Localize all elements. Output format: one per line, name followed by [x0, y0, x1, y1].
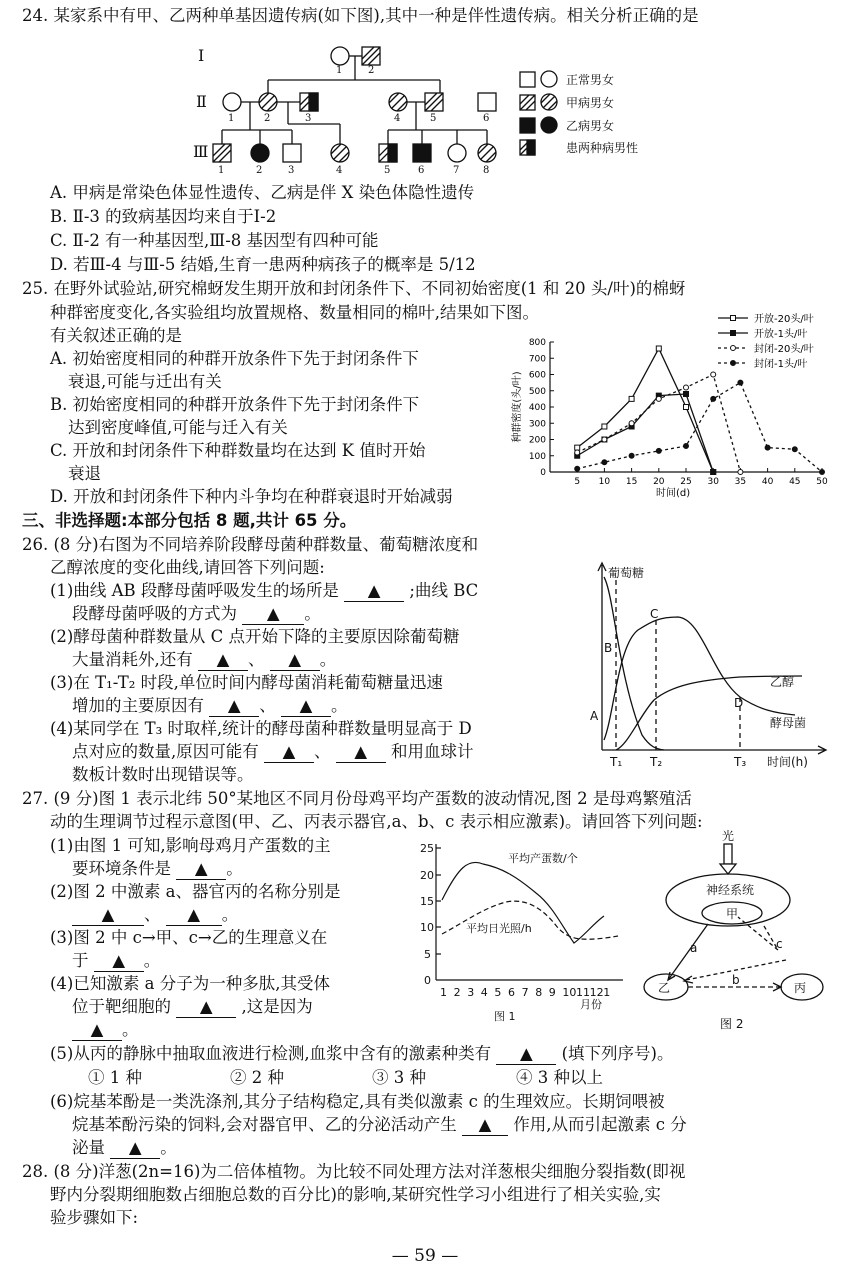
svg-text:1: 1 — [228, 113, 235, 124]
q26-part-4-end: 数板计数时出现错误等。 — [72, 765, 254, 784]
fig1-ytick-5: 5 — [424, 948, 431, 961]
x-tick-label: 45 — [789, 477, 801, 487]
data-point — [711, 372, 716, 377]
q24-option-a: A. 甲病是常染色体显性遗传、乙病是伴 X 染色体隐性遗传 — [50, 183, 475, 202]
q24-option-c: C. Ⅱ-2 有一种基因型,Ⅲ-8 基因型有四种可能 — [50, 231, 379, 250]
answer-blank[interactable]: ▲ — [344, 581, 404, 602]
month-tick-label: 10 — [562, 986, 577, 999]
x-tick-label: 10 — [598, 477, 611, 487]
data-point — [656, 448, 661, 453]
q27-part-5 — [50, 1044, 674, 1065]
svg-text:5: 5 — [384, 165, 391, 176]
q28-stem-3: 验步骤如下: — [50, 1208, 139, 1227]
month-tick-label: 11 — [576, 986, 590, 999]
y-tick-label: 800 — [528, 338, 546, 348]
y-tick-label: 400 — [528, 403, 546, 413]
q25-option-a: A. 初始密度相同的种群开放条件下先于封闭条件下 — [50, 349, 419, 368]
x-tick-label: 20 — [653, 477, 665, 487]
x-tick-label: 25 — [680, 477, 692, 487]
fig1-ytick-15: 15 — [420, 895, 434, 908]
q25-stem-3: 有关叙述正确的是 — [50, 326, 182, 345]
answer-blank[interactable]: ▲ — [336, 742, 386, 763]
data-point — [738, 380, 743, 385]
month-tick-label: 1 — [603, 986, 611, 999]
q27-p6-text: 烷基苯酚污染的饲料,会对器官甲、乙的分泌活动产生 — [72, 1115, 457, 1134]
q27-part-4: (4)已知激素 a 分子为一种多肽,其受体 — [50, 974, 330, 993]
t2-label: T₂ — [650, 755, 663, 769]
legend-disease-a: 甲病男女 — [566, 96, 615, 110]
legend-label: 开放-1头/叶 — [754, 329, 808, 340]
gen-label-3: Ⅲ — [193, 142, 209, 161]
t1-label: T₁ — [610, 755, 623, 769]
data-point — [711, 396, 716, 401]
svg-text:5: 5 — [430, 113, 437, 124]
fig1-caption: 图 1 — [494, 1010, 516, 1023]
q26-p4-text: 点对应的数量,原因可能有 — [72, 742, 259, 761]
q26-part-3-cont: 增加的主要原因有 ▲ 、 ▲ 。 — [72, 696, 348, 715]
yeast-culture-figure — [580, 555, 845, 790]
answer-blank[interactable]: ▲ — [94, 951, 144, 972]
q27-part-6-end: 泌量 ▲ 。 — [72, 1138, 177, 1157]
fig2-jia: 甲 — [726, 907, 739, 921]
answer-blank[interactable]: ▲ — [209, 696, 259, 717]
data-point — [575, 466, 580, 471]
fig2-b: b — [732, 973, 740, 987]
data-point — [765, 445, 770, 450]
answer-blank[interactable]: ▲ — [264, 742, 314, 763]
q25-option-a-cont: 衰退,可能与迁出有关 — [68, 372, 222, 391]
q27-p1-text: 要环境条件是 — [72, 859, 171, 878]
legend-label: 开放-20头/叶 — [754, 314, 814, 325]
legend-marker — [731, 346, 736, 351]
month-tick-label: 3 — [467, 986, 475, 999]
q25-option-b-cont: 达到密度峰值,可能与迁入有关 — [68, 418, 288, 437]
month-tick-label: 2 — [453, 986, 461, 999]
q24-stem: 24. 某家系中有甲、乙两种单基因遗传病(如下图),其中一种是伴性遗传病。相关分析正确的是 — [22, 6, 699, 25]
data-point — [575, 445, 580, 450]
legend-normal: 正常男女 — [566, 73, 615, 87]
answer-blank[interactable]: ▲ — [198, 650, 248, 671]
data-point — [629, 453, 634, 458]
egg-production-figure — [408, 838, 638, 1028]
legend-disease-b: 乙病男女 — [566, 119, 615, 133]
data-point — [656, 346, 661, 351]
answer-blank[interactable]: ▲ — [166, 905, 222, 926]
data-point — [656, 396, 661, 401]
fig2-bing: 丙 — [794, 981, 807, 995]
answer-blank[interactable]: ▲ — [72, 905, 144, 926]
svg-text:3: 3 — [288, 165, 295, 176]
fig2-nerve: 神经系统 — [706, 883, 755, 897]
y-tick-label: 600 — [528, 370, 546, 381]
x-tick-label: 40 — [761, 477, 774, 487]
series-line — [577, 383, 822, 472]
legend-marker — [731, 316, 736, 321]
svg-text:6: 6 — [483, 113, 490, 124]
legend-label: 封闭-20头/叶 — [754, 344, 814, 355]
fig2-c: c — [776, 937, 783, 951]
q26-p4-text-2: 和用血球计 — [391, 742, 474, 761]
glucose-label: 葡萄糖 — [608, 566, 645, 580]
q27-p4-text: 位于靶细胞的 — [72, 997, 171, 1016]
data-point — [575, 450, 580, 455]
data-point — [602, 437, 607, 442]
q26-stem-1: 26. (8 分)右图为不同培养阶段酵母菌种群数量、葡萄糖浓度和 — [22, 535, 479, 554]
q25-stem-1: 25. 在野外试验站,研究棉蚜发生期开放和封闭条件下、不同初始密度(1 和 20 头/叶)的棉蚜 — [22, 279, 686, 298]
x-axis-label: 时间(d) — [656, 488, 691, 499]
answer-blank[interactable]: ▲ — [496, 1044, 556, 1065]
y-axis-label: 种群密度(头/叶) — [512, 371, 523, 443]
fig1-egg-label: 平均产蛋数/个 — [508, 852, 578, 865]
q25-option-c-cont: 衰退 — [68, 464, 101, 483]
gen-label-1: Ⅰ — [198, 46, 205, 65]
q26-part-3: (3)在 T₁-T₂ 时段,单位时间内酵母菌消耗葡萄糖量迅速 — [50, 673, 443, 692]
t3-label: T₃ — [734, 755, 747, 769]
q26-stem-2: 乙醇浓度的变化曲线,请回答下列问题: — [50, 558, 325, 577]
fig1-ytick-25: 25 — [420, 842, 434, 855]
q27-stem-2: 动的生理调节过程示意图(甲、乙、丙表示器官,a、b、c 表示相应激素)。请回答下列问题: — [50, 812, 703, 831]
x-tick-label: 15 — [625, 477, 638, 487]
q27-part-1: (1)由图 1 可知,影响母鸡月产蛋数的主 — [50, 836, 331, 855]
answer-blank[interactable]: ▲ — [462, 1115, 508, 1136]
q26-part-1 — [50, 581, 478, 602]
data-point — [602, 424, 607, 429]
x-tick-label: 35 — [734, 477, 747, 487]
answer-blank[interactable]: ▲ — [270, 650, 320, 671]
fig2-a: a — [690, 941, 698, 955]
q27-p5-choice-3: ③ 3 种 — [372, 1068, 426, 1087]
answer-blank[interactable]: ▲ — [110, 1138, 160, 1159]
q27-part-6: (6)烷基苯酚是一类洗涤剂,其分子结构稳定,具有类似激素 c 的生理效应。长期饲喂被 — [50, 1092, 665, 1111]
data-point — [820, 470, 825, 475]
q27-part-1-cont: 要环境条件是 ▲ 。 — [72, 859, 243, 878]
series-line — [577, 394, 713, 472]
q25-option-c: C. 开放和封闭条件下种群数量均在达到 K 值时开始 — [50, 441, 426, 460]
svg-text:1: 1 — [218, 165, 225, 176]
q27-part-3: (3)图 2 中 c→甲、c→乙的生理意义在 — [50, 928, 328, 947]
data-point — [738, 470, 743, 475]
month-tick-label: 7 — [521, 986, 529, 999]
point-b: B — [604, 641, 613, 655]
point-d: D — [734, 696, 744, 710]
q26-p1-text-3: 段酵母菌呼吸的方式为 — [72, 604, 237, 623]
data-point — [629, 396, 634, 401]
q27-p5-choice-1: ① 1 种 — [88, 1068, 142, 1087]
q25-stem-2: 种群密度变化,各实验组均放置规格、数量相同的棉叶,结果如下图。 — [50, 303, 539, 322]
data-point — [602, 460, 607, 465]
q26-p3-text: 增加的主要原因有 — [72, 696, 204, 715]
legend-marker — [731, 331, 736, 336]
fig2-yi: 乙 — [658, 981, 671, 995]
data-point — [684, 385, 689, 390]
data-point — [629, 421, 634, 426]
answer-blank[interactable]: ▲ — [176, 997, 236, 1018]
q27-part-4-cont — [72, 997, 313, 1018]
x-tick-label: 5 — [574, 477, 581, 487]
fig1-ytick-20: 20 — [420, 869, 434, 882]
q24-option-d: D. 若Ⅲ-4 与Ⅲ-5 结婚,生育一患两种病孩子的概率是 5/12 — [50, 255, 476, 274]
q27-part-2-cont: ▲ 、 ▲ 。 — [72, 905, 238, 926]
time-axis-label: 时间(h) — [767, 755, 808, 769]
month-tick-label: 12 — [589, 986, 604, 999]
month-tick-label: 6 — [508, 986, 515, 999]
svg-text:8: 8 — [483, 165, 490, 176]
gen-label-2: Ⅱ — [196, 92, 207, 111]
data-point — [711, 470, 716, 475]
x-tick-label: 30 — [707, 477, 719, 487]
q26-part-2: (2)酵母菌种群数量从 C 点开始下降的主要原因除葡萄糖 — [50, 627, 460, 646]
q26-part-4: (4)某同学在 T₃ 时取样,统计的酵母菌种群数量明显高于 D — [50, 719, 472, 738]
legend-marker — [731, 361, 736, 366]
fig2-light: 光 — [722, 829, 735, 843]
data-point — [684, 405, 689, 410]
svg-text:3: 3 — [305, 113, 312, 124]
q27-p4-text-2: ,这是因为 — [241, 997, 313, 1016]
svg-text:7: 7 — [453, 165, 460, 176]
yeast-label: 酵母菌 — [770, 716, 807, 730]
q27-part-6-cont — [72, 1115, 687, 1136]
q24-option-b: B. Ⅱ-3 的致病基因均来自于Ⅰ-2 — [50, 207, 277, 226]
y-tick-label: 100 — [528, 451, 546, 462]
series-line — [577, 375, 740, 473]
x-tick-label: 50 — [816, 477, 828, 487]
data-point — [684, 392, 689, 397]
answer-blank[interactable]: ▲ — [72, 1020, 122, 1041]
answer-blank[interactable]: ▲ — [281, 696, 331, 717]
q27-stem-1: 27. (9 分)图 1 表示北纬 50°某地区不同月份母鸡平均产蛋数的波动情况,图 2 是母鸡繁殖活 — [22, 789, 692, 808]
section-3-heading: 三、非选择题:本部分包括 8 题,共计 65 分。 — [22, 511, 357, 530]
q25-option-d: D. 开放和封闭条件下种内斗争均在种群衰退时开始减弱 — [50, 487, 453, 506]
page-number: — 59 — — [391, 1246, 459, 1266]
pedigree-chart — [0, 0, 850, 185]
q26-part-2-cont: 大量消耗外,还有 ▲ 、 ▲ 。 — [72, 650, 337, 669]
q27-part-4-end: ▲ 。 — [72, 1020, 139, 1041]
y-tick-label: 200 — [528, 435, 546, 446]
q26-p1-text-2: ;曲线 BC — [409, 581, 479, 600]
fig2-caption: 图 2 — [720, 1017, 744, 1031]
q28-stem-1: 28. (8 分)洋葱(2n=16)为二倍体植物。为比较不同处理方法对洋葱根尖细胞分裂指数(即视 — [22, 1162, 686, 1181]
svg-text:2: 2 — [368, 65, 375, 76]
fig1-ytick-0: 0 — [424, 974, 431, 987]
fig1-ytick-10: 10 — [420, 921, 434, 934]
svg-text:1: 1 — [336, 65, 343, 76]
ethanol-label: 乙醇 — [770, 675, 795, 689]
svg-text:4: 4 — [394, 113, 401, 124]
answer-blank[interactable]: ▲ — [242, 604, 304, 625]
q26-part-4-cont: 点对应的数量,原因可能有 ▲ 、 ▲ 和用血球计 — [72, 742, 474, 761]
q26-p1-text: (1)曲线 AB 段酵母菌呼吸发生的场所是 — [50, 581, 339, 600]
q27-p5-text: (5)从丙的静脉中抽取血液进行检测,血浆中含有的激素种类有 — [50, 1044, 492, 1063]
q27-part-3-cont: 于 ▲ 。 — [72, 951, 161, 970]
y-tick-label: 300 — [528, 419, 546, 430]
q26-p2-text: 大量消耗外,还有 — [72, 650, 193, 669]
q27-part-2: (2)图 2 中激素 a、器官丙的名称分别是 — [50, 882, 341, 901]
answer-blank[interactable]: ▲ — [176, 859, 226, 880]
q27-p5-choice-4: ④ 3 种以上 — [516, 1068, 603, 1087]
q26-part-1-cont: 段酵母菌呼吸的方式为 ▲ 。 — [72, 604, 321, 623]
point-a: A — [590, 709, 599, 723]
legend-label: 封闭-1头/叶 — [754, 359, 808, 370]
q27-p6-text-2: 作用,从而引起激素 c 分 — [513, 1115, 687, 1134]
y-tick-label: 0 — [540, 468, 546, 478]
svg-text:6: 6 — [418, 165, 425, 176]
month-tick-label: 9 — [548, 986, 556, 999]
q27-p6-text-3: 泌量 — [72, 1138, 105, 1157]
svg-text:2: 2 — [264, 113, 271, 124]
population-density-chart — [500, 314, 840, 510]
q28-stem-2: 野内分裂期细胞数占细胞总数的百分比)的影响,某研究性学习小组进行了相关实验,实 — [50, 1185, 661, 1204]
regulation-diagram — [628, 830, 828, 1030]
y-tick-label: 500 — [528, 386, 546, 397]
q27-p5-text-2: (填下列序号)。 — [561, 1044, 674, 1063]
month-tick-label: 1 — [440, 986, 447, 999]
q25-option-b: B. 初始密度相同的种群开放条件下先于封闭条件下 — [50, 395, 420, 414]
fig1-light-label: 平均日光照/h — [466, 922, 532, 935]
q27-p5-choice-2: ② 2 种 — [230, 1068, 284, 1087]
legend-both: 患两种病男性 — [566, 141, 639, 155]
q27-p3-text: 于 — [72, 951, 89, 970]
point-c: C — [650, 607, 659, 621]
svg-text:2: 2 — [256, 165, 263, 176]
month-tick-label: 4 — [480, 986, 488, 999]
fig1-xlabel: 月份 — [580, 998, 602, 1011]
data-point — [792, 447, 797, 452]
month-tick-label: 8 — [535, 986, 543, 999]
data-point — [684, 444, 689, 449]
month-tick-label: 5 — [494, 986, 502, 999]
svg-text:4: 4 — [336, 165, 343, 176]
y-tick-label: 700 — [528, 354, 546, 365]
